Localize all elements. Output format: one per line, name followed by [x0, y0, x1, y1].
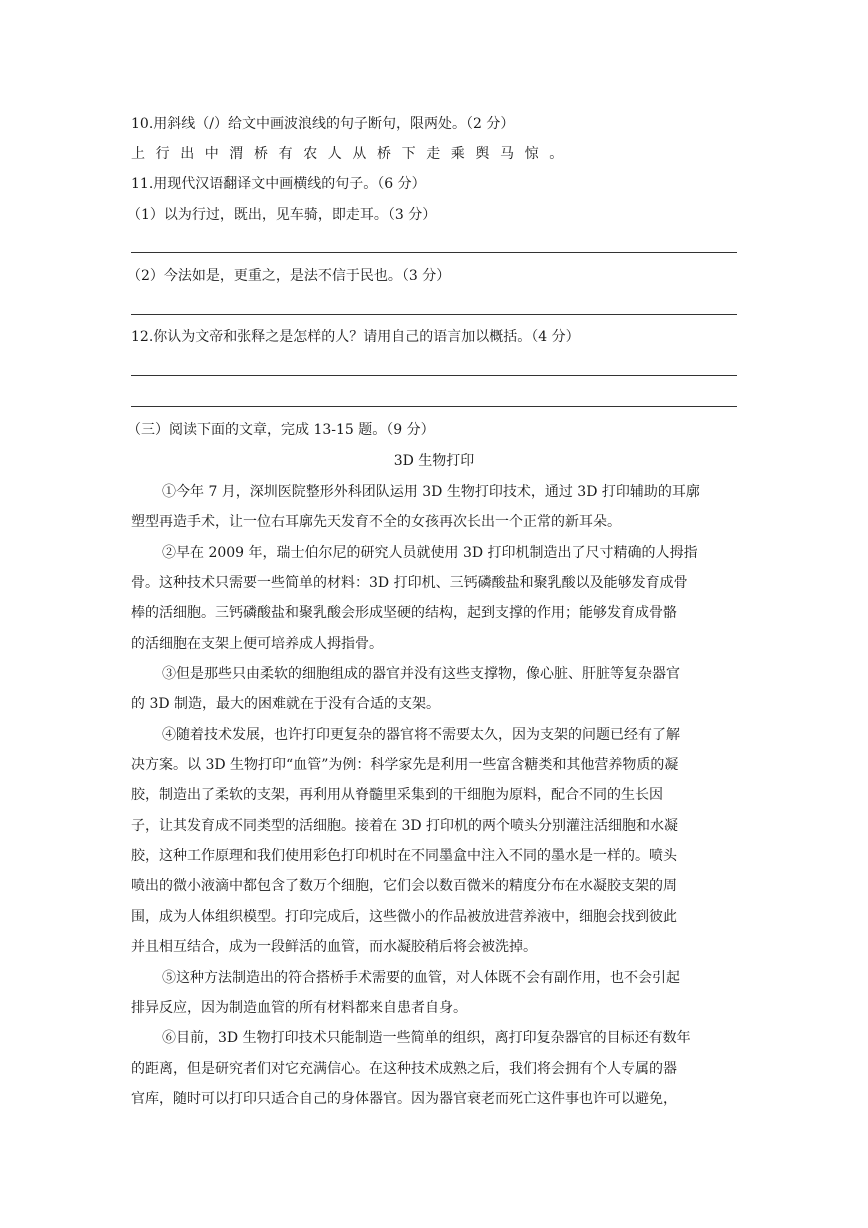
answer-line — [131, 252, 737, 253]
paragraph-4-line: 子，让其发育成不同类型的活细胞。接着在 3D 打印机的两个喷头分别灌注活细胞和水凝 — [131, 818, 679, 834]
paragraph-1-line: ①今年 7 月，深圳医院整形外科团队运用 3D 生物打印技术，通过 3D 打印辅助的耳廓 — [162, 484, 700, 500]
paragraph-4-line: ④随着技术发展，也许打印更复杂的器官将不需要太久，因为支架的问题已经有了解 — [162, 727, 680, 743]
paragraph-2-line: ②早在 2009 年，瑞士伯尔尼的研究人员就使用 3D 打印机制造出了尺寸精确的人拇指 — [162, 545, 698, 561]
paragraph-2-line: 的活细胞在支架上便可培养成人拇指骨。 — [131, 636, 383, 652]
paragraph-6-line: 的距离，但是研究者们对它充满信心。在这种技术成熟之后，我们将会拥有个人专属的器 — [131, 1061, 677, 1077]
answer-line — [131, 375, 737, 376]
paragraph-6-line: ⑥目前，3D 生物打印技术只能制造一些简单的组织，离打印复杂器官的目标还有数年 — [162, 1030, 691, 1046]
answer-line — [131, 406, 737, 407]
article-title: 3D 生物打印 — [393, 453, 475, 469]
answer-line — [131, 314, 737, 315]
question-12-prompt: 12.你认为文帝和张释之是怎样的人？请用自己的语言加以概括。（4 分） — [131, 329, 580, 345]
paragraph-4-line: 喷出的微小液滴中都包含了数万个细胞，它们会以数百微米的精度分布在水凝胶支架的周 — [131, 878, 677, 894]
paragraph-4-line: 胶，这种工作原理和我们使用彩色打印机时在不同墨盒中注入不同的墨水是一样的。喷头 — [131, 848, 677, 864]
paragraph-4-line: 胶，制造出了柔软的支架，再利用从脊髓里采集到的干细胞为原料，配合不同的生长因 — [131, 787, 663, 803]
paragraph-5-line: ⑤这种方法制造出的符合搭桥手术需要的血管，对人体既不会有副作用，也不会引起 — [162, 970, 680, 986]
question-11-part-1: （1）以为行过，既出，见车骑，即走耳。（3 分） — [127, 207, 437, 223]
question-10-sentence: 上行出中渭桥有农人从桥下走乘舆马惊。 — [131, 146, 574, 162]
paragraph-6-line: 官库，随时可以打印只适合自己的身体器官。因为器官衰老而死亡这件事也许可以避免， — [131, 1091, 677, 1107]
paragraph-4-line: 围，成为人体组织模型。打印完成后，这些微小的作品被放进营养液中，细胞会找到彼此 — [131, 909, 677, 925]
question-10-prompt: 10.用斜线（/）给文中画波浪线的句子断句，限两处。（2 分） — [131, 116, 515, 132]
paragraph-3-line: 的 3D 制造，最大的困难就在于没有合适的支架。 — [131, 696, 441, 712]
section-3-heading: （三）阅读下面的文章，完成 13-15 题。（9 分） — [127, 422, 435, 438]
paragraph-1-line: 塑型再造手术，让一位右耳廓先天发育不全的女孩再次长出一个正常的新耳朵。 — [131, 514, 621, 530]
paragraph-4-line: 决方案。以 3D 生物打印“血管”为例：科学家先是利用一些富含糖类和其他营养物质的凝 — [131, 757, 679, 773]
paragraph-5-line: 排异反应，因为制造血管的所有材料都来自患者自身。 — [131, 1000, 467, 1016]
paragraph-2-line: 骨。这种技术只需要一些简单的材料：3D 打印机、三钙磷酸盐和聚乳酸以及能够发育成骨 — [131, 575, 688, 591]
paragraph-2-line: 棒的活细胞。三钙磷酸盐和聚乳酸会形成坚硬的结构，起到支撑的作用；能够发育成骨骼 — [131, 605, 677, 621]
question-11-part-2: （2）今法如是，更重之，是法不信于民也。（3 分） — [127, 268, 451, 284]
paragraph-3-line: ③但是那些只由柔软的细胞组成的器官并没有这些支撑物，像心脏、肝脏等复杂器官 — [162, 666, 680, 682]
question-11-prompt: 11.用现代汉语翻译文中画横线的句子。（6 分） — [131, 176, 426, 192]
paragraph-4-line: 并且相互结合，成为一段鲜活的血管，而水凝胶稍后将会被洗掉。 — [131, 939, 537, 955]
